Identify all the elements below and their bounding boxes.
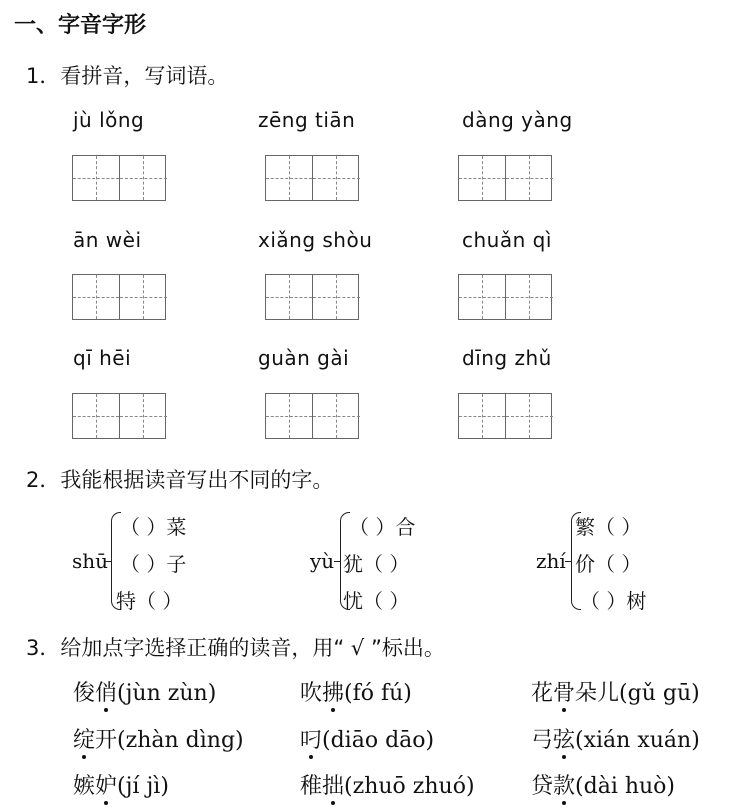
reading-choice-item[interactable] [531, 676, 700, 707]
pinyin-options: (jùn zùn) [117, 681, 217, 706]
question-1-title: 1．看拼音，写词语。 [26, 64, 229, 88]
dotted-character: 拙 [322, 769, 344, 800]
writing-grid[interactable] [72, 393, 166, 439]
word-text: 稚 [300, 774, 323, 799]
pinyin-label: zēng tiān [258, 108, 356, 132]
pinyin-options: (zhuō zhuó) [344, 774, 475, 799]
section-title: 一、字音字形 [14, 13, 147, 38]
dotted-character: 骨 [553, 676, 575, 707]
pinyin-label: yù [310, 549, 335, 573]
pinyin-label: dīng zhǔ [462, 346, 552, 370]
writing-grid[interactable] [265, 393, 359, 439]
writing-grid[interactable] [458, 274, 552, 320]
reading-choice-item[interactable] [531, 769, 675, 800]
pinyin-options: (gǔ gū) [619, 681, 700, 706]
fill-blank-line[interactable]: 犹（ ） [343, 552, 410, 576]
word-text: 嫉 [73, 774, 96, 799]
fill-blank-line[interactable]: 忧（ ） [343, 589, 410, 613]
pinyin-label: xiǎng shòu [258, 228, 373, 252]
reading-choice-item[interactable] [300, 723, 434, 754]
pinyin-label: zhí [536, 549, 566, 573]
reading-choice-item[interactable] [73, 769, 169, 800]
word-text: 开 [95, 728, 118, 753]
dotted-character: 绽 [73, 723, 95, 754]
fill-blank-line[interactable]: 价（ ） [575, 552, 642, 576]
pinyin-label: chuǎn qì [462, 228, 552, 252]
word-text: 贷 [531, 774, 554, 799]
pinyin-label: dàng yàng [462, 108, 573, 132]
pinyin-options: (jí jì) [117, 774, 169, 799]
word-text: 俊 [73, 681, 96, 706]
pinyin-label: qī hēi [73, 346, 132, 370]
word-text: 花 [531, 681, 554, 706]
fill-blank-line[interactable]: （ ）树 [580, 589, 647, 613]
dotted-character: 叼 [300, 723, 322, 754]
fill-blank-line[interactable]: 繁（ ） [575, 515, 642, 539]
question-3-title: 3．给加点字选择正确的读音，用“ √ ”标出。 [26, 636, 445, 660]
fill-blank-line[interactable]: （ ）合 [349, 515, 416, 539]
dotted-character: 拂 [322, 676, 344, 707]
writing-grid[interactable] [72, 155, 166, 201]
writing-grid[interactable] [265, 274, 359, 320]
writing-grid[interactable] [458, 393, 552, 439]
word-text: 弓 [531, 728, 554, 753]
reading-choice-item[interactable] [73, 676, 216, 707]
reading-choice-item[interactable] [73, 723, 244, 754]
reading-choice-item[interactable] [531, 723, 700, 754]
pinyin-label: ān wèi [73, 228, 142, 252]
writing-grid[interactable] [265, 155, 359, 201]
writing-grid[interactable] [458, 155, 552, 201]
pinyin-label: guàn gài [258, 346, 350, 370]
dotted-character: 妒 [95, 769, 117, 800]
writing-grid[interactable] [72, 274, 166, 320]
pinyin-label: shū [72, 549, 109, 573]
dotted-character: 款 [553, 769, 575, 800]
pinyin-options: (xián xuán) [575, 728, 700, 753]
dotted-character: 弦 [553, 723, 575, 754]
fill-blank-line[interactable]: （ ）菜 [120, 515, 187, 539]
pinyin-options: (zhàn dìng) [117, 728, 244, 753]
reading-choice-item[interactable] [300, 769, 475, 800]
dotted-character: 俏 [95, 676, 117, 707]
word-text: 朵儿 [575, 681, 620, 706]
reading-choice-item[interactable] [300, 676, 412, 707]
pinyin-label: jù lǒng [73, 108, 145, 132]
word-text: 吹 [300, 681, 323, 706]
pinyin-options: (fó fú) [344, 681, 412, 706]
fill-blank-line[interactable]: （ ）子 [120, 552, 187, 576]
pinyin-options: (diāo dāo) [322, 728, 435, 753]
fill-blank-line[interactable]: 特（ ） [116, 589, 183, 613]
pinyin-options: (dài huò) [575, 774, 676, 799]
question-2-title: 2．我能根据读音写出不同的字。 [26, 468, 334, 492]
